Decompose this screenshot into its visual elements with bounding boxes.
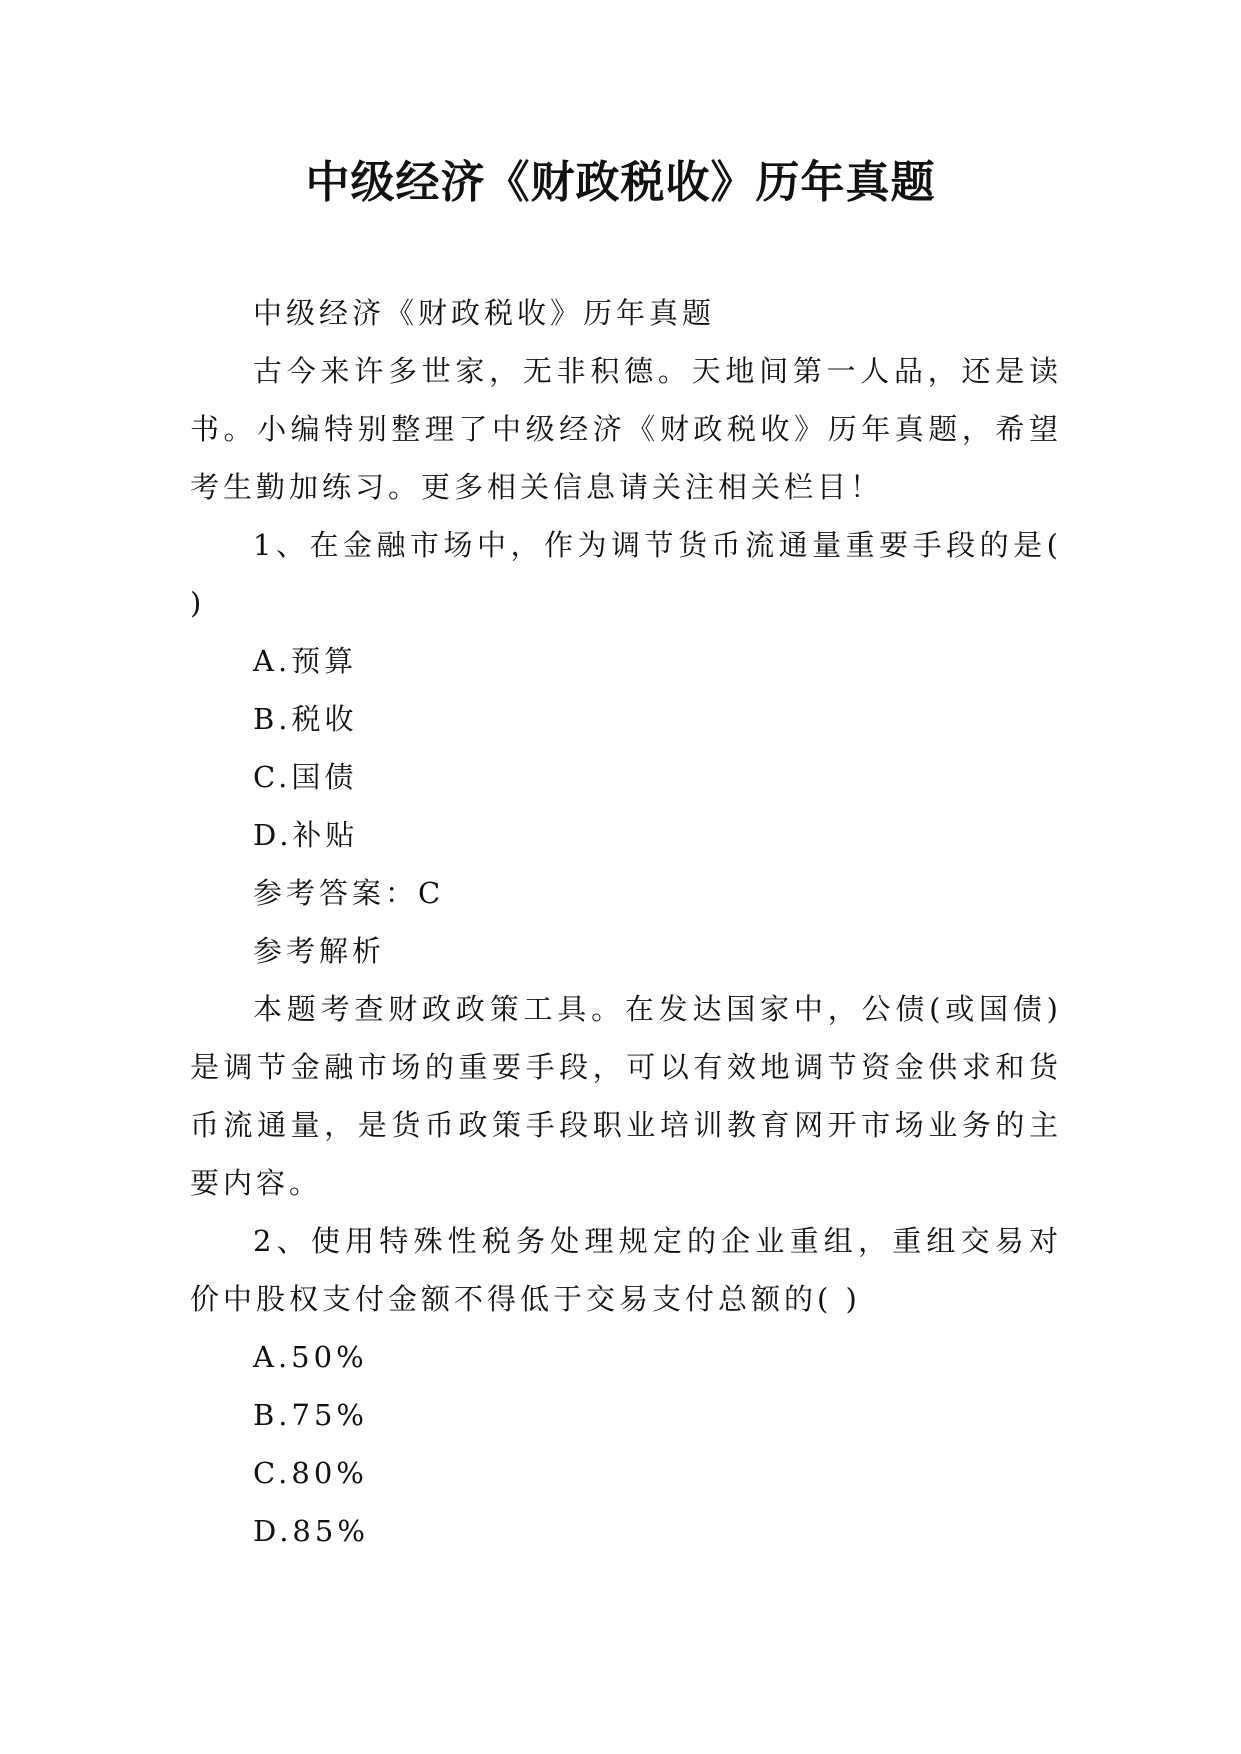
question-1-option-c: C.国债 xyxy=(253,760,358,794)
question-1-stem: 1、在金融市场中，作为调节货币流通量重要手段的是( ) xyxy=(190,528,1062,620)
question-1-analysis: 本题考查财政政策工具。在发达国家中，公债(或国债)是调节金融市场的重要手段，可以有效地调节资金供求和货币流通量，是货币政策手段职业培训教育网开市场业务的主要内容。 xyxy=(190,992,1062,1200)
intro-paragraph: 古今来许多世家，无非积德。天地间第一人品，还是读书。小编特别整理了中级经济《财政税收》历年真题，希望考生勤加练习。更多相关信息请关注相关栏目！ xyxy=(190,354,1062,504)
question-2-option-c: C.80% xyxy=(253,1456,368,1490)
question-2-option-a: A.50% xyxy=(253,1340,368,1374)
subtitle-paragraph: 中级经济《财政税收》历年真题 xyxy=(253,296,716,330)
question-1-option-b: B.税收 xyxy=(253,702,358,736)
document-body xyxy=(190,284,1062,1560)
question-1-answer: 参考答案：C xyxy=(253,876,445,910)
document-title: 中级经济《财政税收》历年真题 xyxy=(305,157,936,208)
question-2-stem: 2、使用特殊性税务处理规定的企业重组，重组交易对价中股权支付金额不得低于交易支付总额的( ) xyxy=(190,1224,1062,1316)
question-1-option-a: A.预算 xyxy=(253,644,358,678)
question-2-option-b: B.75% xyxy=(253,1398,368,1432)
question-2-option-d: D.85% xyxy=(253,1514,369,1548)
question-1-analysis-label: 参考解析 xyxy=(253,934,386,968)
question-1-option-d: D.补贴 xyxy=(253,818,359,852)
